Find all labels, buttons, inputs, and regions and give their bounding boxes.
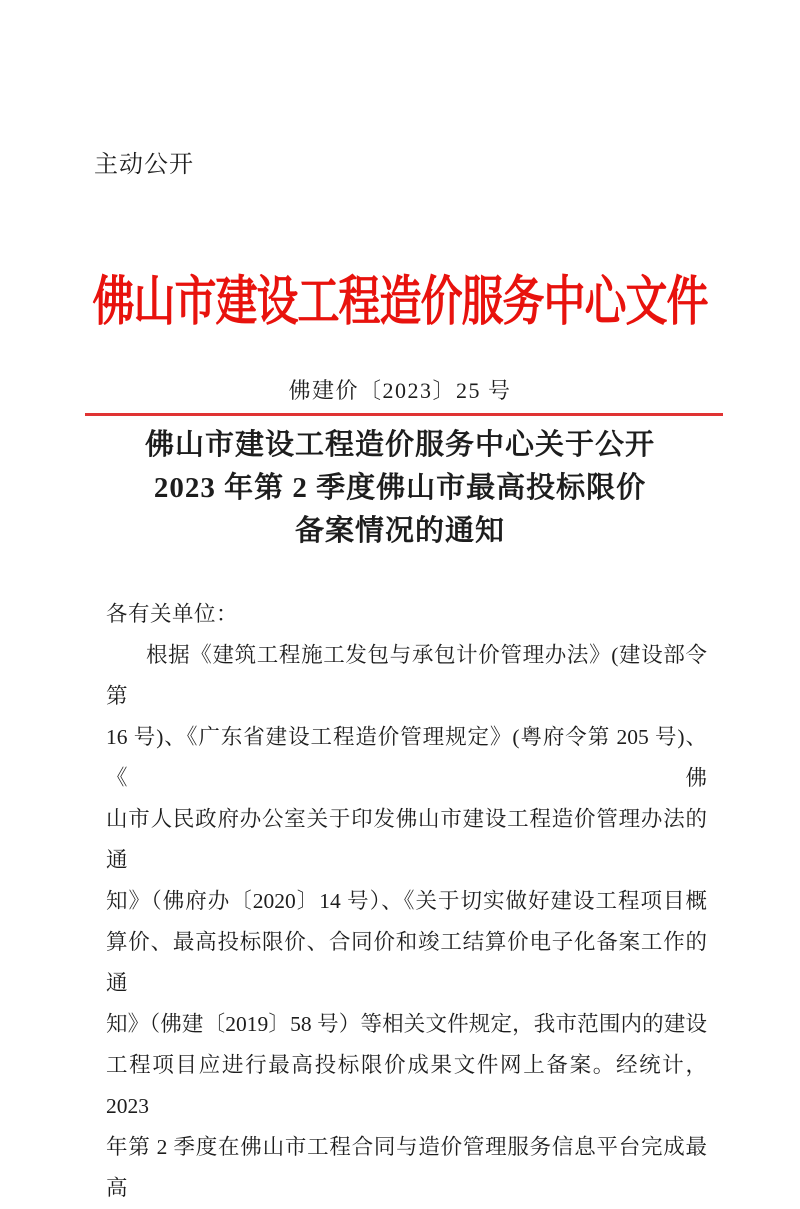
notice-title-line: 佛山市建设工程造价服务中心关于公开	[144, 429, 655, 461]
body-line: 工程项目应进行最高投标限价成果文件网上备案。经统计，2023	[106, 1053, 707, 1118]
body-line: 山市人民政府办公室关于印发佛山市建设工程造价管理办法的通	[106, 807, 707, 872]
body-line: 根据《建筑工程施工发包与承包计价管理办法》(建设部令第	[106, 643, 707, 708]
body-paragraph	[106, 635, 707, 1209]
body-line: 算价、最高投标限价、合同价和竣工结算价电子化备案工作的通	[106, 930, 707, 995]
body-line: 年第 2 季度在佛山市工程合同与造价管理服务信息平台完成最高	[106, 1135, 707, 1200]
red-divider-line	[85, 413, 723, 416]
classification-label: 主动公开	[94, 151, 194, 178]
notice-title-line: 2023 年第 2 季度佛山市最高投标限价	[153, 472, 647, 504]
notice-title-line: 备案情况的通知	[294, 515, 505, 547]
body-line: 知》（佛府办〔2020〕14 号）、《关于切实做好建设工程项目概	[106, 889, 707, 913]
issuing-org-title: 佛山市建设工程造价服务中心文件	[92, 273, 708, 333]
notice-title	[0, 424, 800, 553]
body-line: 知》（佛建〔2019〕58 号）等相关文件规定，我市范围内的建设	[106, 1012, 707, 1036]
document-number: 佛建价〔2023〕25 号	[288, 378, 512, 403]
salutation: 各有关单位：	[106, 602, 239, 626]
body-line: 16 号)、《广东省建设工程造价管理规定》(粤府令第 205 号)、《佛	[106, 725, 707, 790]
